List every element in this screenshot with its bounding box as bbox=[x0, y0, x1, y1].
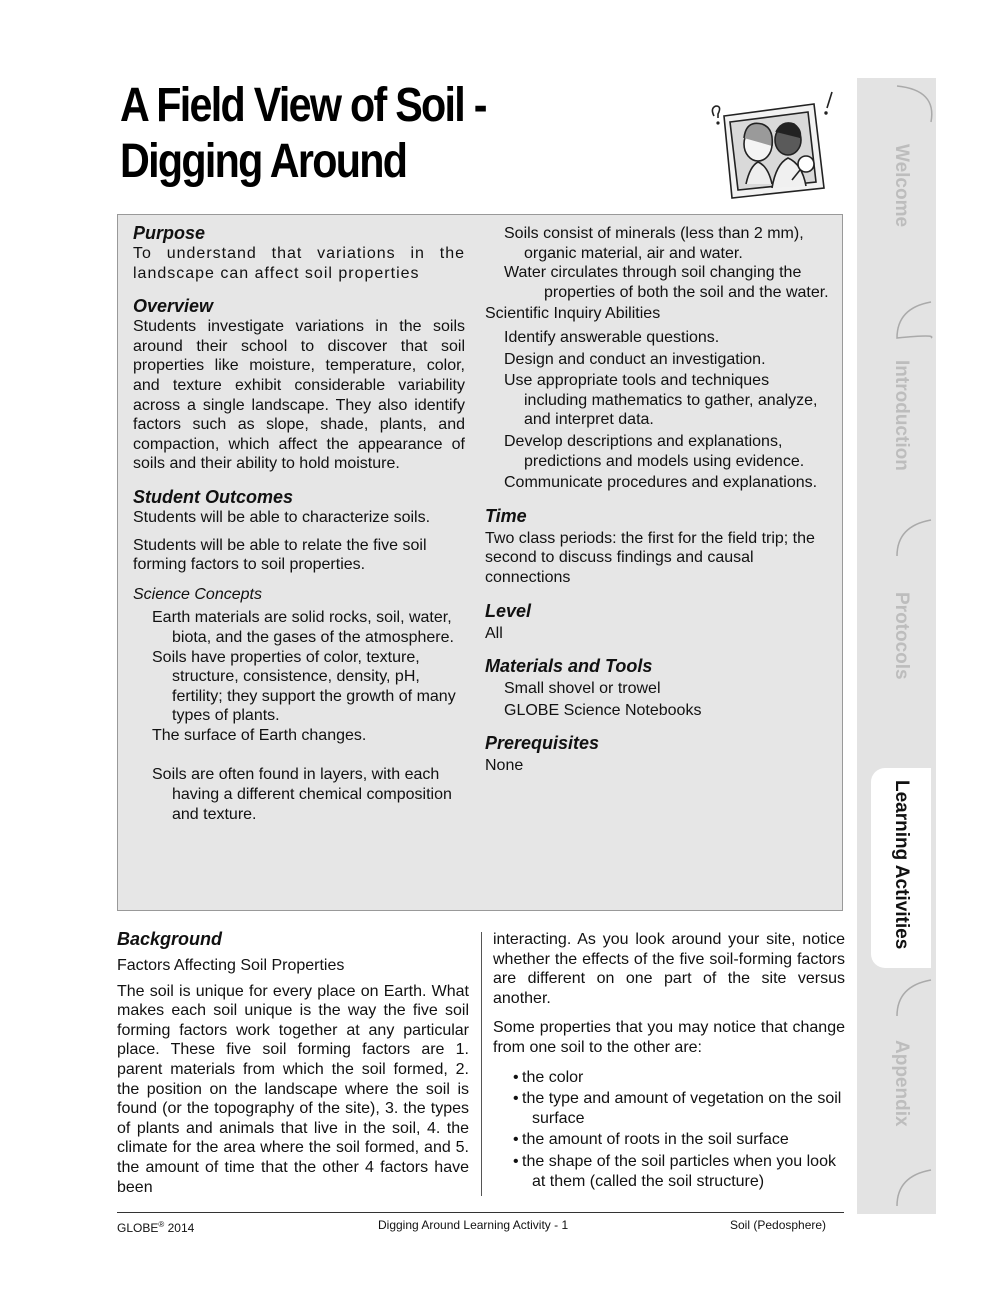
tab-label: Appendix bbox=[891, 1040, 912, 1127]
tab-divider bbox=[857, 518, 936, 558]
background-text-2: Some properties that you may notice that change from one soil to the other are: bbox=[493, 1019, 845, 1056]
overview-heading: Overview bbox=[133, 296, 214, 317]
inquiry-item: Develop descriptions and explanations, predictions and models using evidence. bbox=[504, 432, 805, 470]
column-divider bbox=[481, 932, 482, 1196]
summary-left-column bbox=[133, 222, 465, 824]
prerequisites-text: None bbox=[485, 757, 524, 775]
list-item: • the type and amount of vegetation on the soil surface bbox=[513, 1090, 842, 1127]
background-subheading: Factors Affecting Soil Properties bbox=[117, 957, 345, 974]
tab-label: Introduction bbox=[891, 360, 912, 471]
footer-left: GLOBE® 2014 bbox=[117, 1220, 195, 1235]
science-concept-item: Soils are often found in layers, with each having a different chemical composition and texture. bbox=[152, 766, 452, 823]
section-sidebar bbox=[857, 78, 936, 1214]
inquiry-item: Design and conduct an investigation. bbox=[504, 350, 766, 368]
purpose-heading: Purpose bbox=[133, 223, 206, 243]
inquiry-item: Identify answerable questions. bbox=[504, 328, 720, 346]
footer-right: Soil (Pedosphere) bbox=[730, 1218, 827, 1232]
tab-protocols[interactable] bbox=[871, 592, 931, 762]
footer-center: Digging Around Learning Activity - 1 bbox=[378, 1218, 569, 1232]
level-text: All bbox=[485, 624, 503, 642]
inquiry-heading: Scientific Inquiry Abilities bbox=[485, 305, 661, 323]
inquiry-item: Communicate procedures and explanations. bbox=[504, 474, 818, 492]
background-heading: Background bbox=[117, 929, 223, 949]
list-item: • the shape of the soil particles when you look at them (called the soil structure) bbox=[513, 1152, 836, 1190]
tab-label: Welcome bbox=[891, 144, 912, 228]
tab-divider bbox=[857, 978, 936, 1018]
outcome-item: Students will be able to characterize soils. bbox=[133, 508, 431, 526]
science-concept-item: Soils consist of minerals (less than 2 mm), organic material, air and water. bbox=[504, 225, 804, 262]
background-right-column bbox=[493, 930, 845, 1193]
list-item: • the color bbox=[513, 1068, 584, 1086]
title-line-2: Digging Around bbox=[120, 135, 407, 188]
science-concept-item: The surface of Earth changes. bbox=[152, 726, 367, 744]
overview-text: Students investigate variations in the soils around their school to discover that soil properties like moisture, temperature, color, and texture exhibit considerable variability across a single landscape. They also identify factors such as slope, shade, plants, and compaction, which affect the appearance of soils and their ability to hold moisture. bbox=[133, 318, 465, 473]
student-outcomes-heading: Student Outcomes bbox=[133, 486, 294, 507]
tab-label: Protocols bbox=[891, 592, 912, 680]
prerequisites-heading: Prerequisites bbox=[485, 733, 600, 754]
level-heading: Level bbox=[485, 600, 532, 621]
background-left-column bbox=[117, 928, 469, 1197]
background-text: The soil is unique for every place on Earth. What makes each soil unique is the way the five soil forming factors work together at any particular place. These five soil forming factors are 1. parent materials from which the soil formed, 2. the position on the landscape where the soil is found (or the topography of the site), 3. the types of plants and animals that live in the soil, 4. the climate for the area where the soil formed, and 5. the amount of time that the other 4 factors have been bbox=[117, 982, 469, 1196]
science-concept-item: Earth materials are solid rocks, soil, water, biota, and the gases of the atmosphere. bbox=[152, 609, 454, 646]
soil-properties-list bbox=[493, 1068, 845, 1192]
summary-right-column bbox=[485, 224, 830, 776]
material-item: GLOBE Science Notebooks bbox=[504, 701, 702, 719]
purpose-text: To understand that variations in the landscape can affect soil properties bbox=[133, 245, 465, 282]
tab-divider bbox=[857, 84, 936, 124]
tab-divider bbox=[857, 1168, 936, 1208]
footer-rule bbox=[117, 1212, 844, 1213]
science-concepts-heading: Science Concepts bbox=[133, 585, 262, 603]
students-illustration bbox=[696, 86, 846, 206]
page-title bbox=[120, 78, 486, 190]
tab-divider bbox=[857, 300, 936, 340]
tab-label: Learning Activities bbox=[891, 780, 912, 950]
materials-heading: Materials and Tools bbox=[485, 656, 653, 677]
title-line-1: A Field View of Soil - bbox=[120, 79, 486, 132]
inquiry-item: Use appropriate tools and techniques including mathematics to gather, analyze, and interpret data. bbox=[504, 372, 818, 429]
time-text: Two class periods: the first for the field trip; the second to discuss findings and causal connections bbox=[485, 529, 815, 586]
science-concept-item: Soils have properties of color, texture, structure, consistence, density, pH, fertility; they support the growth of many types of plants. bbox=[152, 648, 456, 725]
tab-learning-activities[interactable] bbox=[871, 768, 931, 968]
outcome-item: Students will be able to relate the five soil forming factors to soil properties. bbox=[133, 536, 427, 574]
list-item: • the amount of roots in the soil surface bbox=[513, 1131, 789, 1149]
science-concept-item: Water circulates through soil changing the properties of both the soil and the water. bbox=[504, 264, 829, 301]
material-item: Small shovel or trowel bbox=[504, 680, 661, 698]
background-text-continued: interacting. As you look around your site, notice whether the effects of the five soil-forming factors are different on one part of the site versus another. bbox=[493, 931, 845, 1007]
time-heading: Time bbox=[485, 505, 527, 526]
